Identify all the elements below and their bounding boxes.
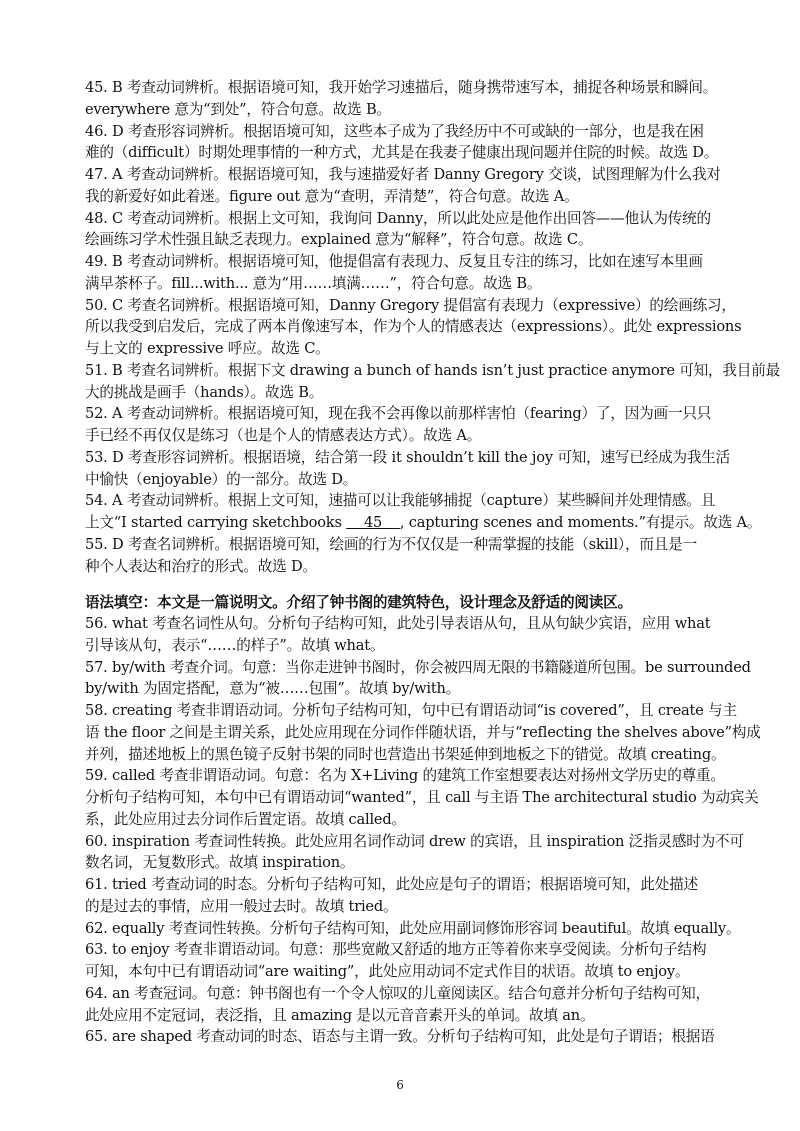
answer-line — [85, 1049, 773, 1071]
answer-line: 可知，本句中已有谓语动词“are waiting”，此处应用动词不定式作目的状语。故填 to enjoy。 — [85, 963, 690, 980]
answer-line: 60. inspiration 考查词性转换。此处应用名词作动词 drew 的宾语，且 inspiration 泛指灵感时为不可 — [85, 833, 744, 850]
answer-line: 引导该从句，表示“……的样子”。故填 what。 — [85, 637, 385, 654]
answer-line: 与上文的 expressive 呼应。故选 C。 — [85, 340, 330, 357]
answer-line: 47. A 考查动词辨析。根据语境可知，我与速描爱好者 Danny Gregory 交谈，试图理解为什么我对 — [85, 166, 721, 183]
answer-line: 65. are shaped 考查动词的时态、语态与主谓一致。分析句子结构可知，此处是句子谓语；根据语 — [85, 1028, 715, 1045]
answer-line: 语 the floor 之间是主谓关系，此处应用现在分词作伴随状语，并与“reflecting the shelves above”构成 — [85, 724, 761, 741]
answer-line: 61. tried 考查动词的时态。分析句子结构可知，此处应是句子的谓语；根据语境可知，此处描述 — [85, 876, 698, 893]
answer-line: 满早茶杯子。fill...with... 意为“用……填满……”，符合句意。故选 B。 — [85, 275, 542, 292]
answer-line: 54. A 考查动词辨析。根据上文可知，速描可以让我能够捕捉（capture）某些瞬间并处理情感。且 — [85, 492, 716, 509]
quote-text-end: , capturing scenes and moments.”有提示。故选 A。 — [399, 514, 762, 531]
answer-line: 大的挑战是画手（hands）。故选 B。 — [85, 384, 324, 401]
section-heading: 语法填空：本文是一篇说明文。介绍了钟书阁的建筑特色，设计理念及舒适的阅读区。 — [85, 594, 632, 611]
answer-line: 系，此处应用过去分词作后置定语。故填 called。 — [85, 811, 406, 828]
answer-line: 手已经不再仅仅是练习（也是个人的情感表达方式）。故选 A。 — [85, 427, 482, 444]
answer-line: 数名词，无复数形式。故填 inspiration。 — [85, 854, 355, 871]
answer-line: 63. to enjoy 考查非谓语动词。句意：那些宽敞又舒适的地方正等着你来享受阅读。分析句子结构 — [85, 941, 707, 958]
answer-line: 分析句子结构可知，本句中已有谓语动词“wanted”，且 call 与主语 The architectural studio 为动宾关 — [85, 789, 759, 806]
answer-line: 难的（difficult）时期处理事情的一种方式，尤其是在我妻子健康出现问题并住院的时候。故选 D。 — [85, 144, 719, 161]
answer-line: 46. D 考查形容词辨析。根据语境可知，这些本子成为了我经历中不可或缺的一部分，也是我在困 — [85, 123, 704, 140]
answer-line: 56. what 考查名词性从句。分析句子结构可知，此处引导表语从句，且从句缺少宾语，应用 what — [85, 615, 711, 632]
answer-line: 48. C 考查动词辨析。根据上文可知，我询问 Danny，所以此处应是他作出回答——他认为传统的 — [85, 210, 711, 227]
answer-line: 57. by/with 考查介词。句意：当你走进钟书阁时，你会被四周无限的书籍隧道所包围。be surrounded — [85, 659, 751, 676]
answer-line: 45. B 考查动词辨析。根据语境可知，我开始学习速描后，随身携带速写本，捕捉各种场景和瞬间。 — [85, 79, 718, 96]
answer-line: 绘画练习学术性强且缺乏表现力。explained 意为“解释”，符合句意。故选 C。 — [85, 231, 593, 248]
answer-line: 64. an 考查冠词。句意：钟书阁也有一个令人惊叹的儿童阅读区。结合句意并分析句子结构可知， — [85, 985, 710, 1002]
answer-line: 并列，描述地板上的黑色镜子反射书架的同时也营造出书架延伸到地板之下的错觉。故填 creating。 — [85, 746, 726, 763]
answer-line-with-blank — [85, 513, 773, 535]
answer-line: 此处应用不定冠词，表泛指，且 amazing 是以元音音素开头的单词。故填 an。 — [85, 1007, 595, 1024]
answer-line: 49. B 考查动词辨析。根据语境可知，他提倡富有表现力、反复且专注的练习，比如在速写本里画 — [85, 253, 703, 270]
answer-line: everywhere 意为“到处”，符合句意。故选 B。 — [85, 101, 391, 118]
answer-line: 51. B 考查名词辨析。根据下文 drawing a bunch of hands isn’t just practice anymore 可知，我目前最 — [85, 362, 780, 379]
answer-line: 的是过去的事情，应用一般过去时。故填 tried。 — [85, 898, 398, 915]
answer-line: 55. D 考查名词辨析。根据语境可知，绘画的行为不仅仅是一种需掌握的技能（skill），而且是一 — [85, 536, 697, 553]
page-number: 6 — [396, 1078, 404, 1092]
answer-line: 50. C 考查名词辨析。根据语境可知，Danny Gregory 提倡富有表现力（expressive）的绘画练习， — [85, 297, 736, 314]
answer-line: 种个人表达和治疗的形式。故选 D。 — [85, 558, 317, 575]
answer-line: 62. equally 考查词性转换。分析句子结构可知，此处应用副词修饰形容词 beautiful。故填 equally。 — [85, 920, 741, 937]
answer-line: by/with 为固定搭配，意为“被……包围”。故填 by/with。 — [85, 680, 461, 697]
blank-45: 45 — [346, 514, 400, 531]
answer-line: 我的新爱好如此着迷。figure out 意为“查明，弄清楚”，符合句意。故选 A。 — [85, 188, 579, 205]
answer-line: 所以我受到启发后，完成了两本肖像速写本，作为个人的情感表达（expressions）。此处 expressions — [85, 318, 742, 335]
answer-line: 52. A 考查动词辨析。根据语境可知，现在我不会再像以前那样害怕（fearing）了，因为画一只只 — [85, 405, 712, 422]
quote-text: 上文“I started carrying sketchbooks — [85, 514, 347, 531]
answer-line: 53. D 考查形容词辨析。根据语境，结合第一段 it shouldn’t kill the joy 可知，速写已经成为我生活 — [85, 449, 731, 466]
answer-line: 58. creating 考查非谓语动词。分析句子结构可知，句中已有谓语动词“is covered”，且 create 与主 — [85, 702, 737, 719]
answer-line: 59. called 考查非谓语动词。句意：名为 X+Living 的建筑工作室想要表达对扬州文学历史的尊重。 — [85, 767, 725, 784]
answer-line: 中愉快（enjoyable）的一部分。故选 D。 — [85, 471, 358, 488]
